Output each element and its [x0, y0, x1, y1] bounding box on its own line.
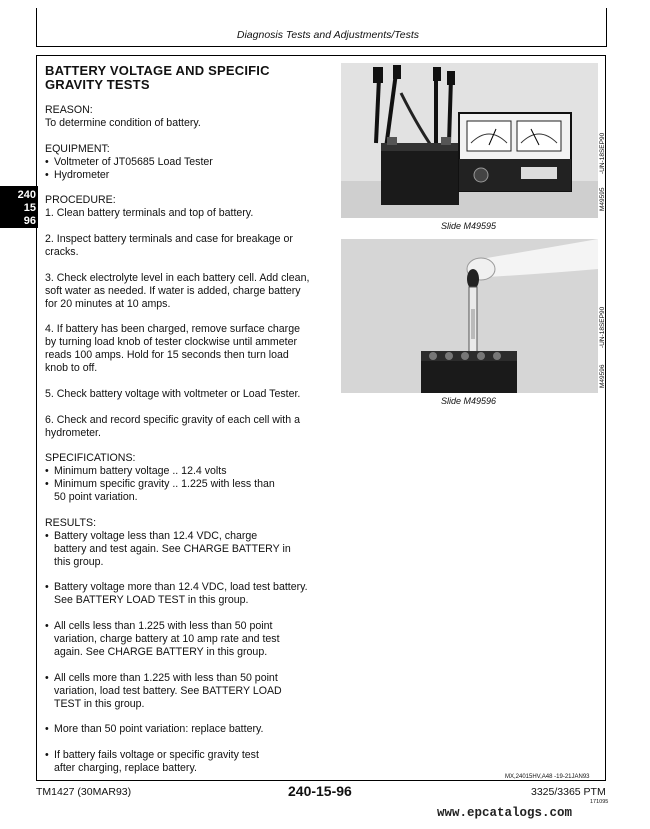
result-item: • All cells more than 1.225 with less than 50 point variation, load test battery. See BATTERY LOAD TEST in this group.	[45, 671, 282, 710]
figure-1-side-code: M49595	[599, 187, 606, 211]
section-tab	[0, 186, 38, 228]
header-rule	[36, 46, 607, 47]
equipment-item-text: Voltmeter of JT05685 Load Tester	[54, 155, 213, 168]
procedure-step-5: 5. Check battery voltage with voltmeter or Load Tester.	[45, 387, 301, 400]
section-title	[45, 64, 330, 92]
figure-2-side-date: -UN-18SEP90	[599, 306, 606, 348]
equipment-section	[45, 143, 330, 182]
result-item-text: If battery fails voltage or specific gravity test after charging, replace battery.	[54, 749, 259, 774]
procedure-label: PROCEDURE:	[45, 194, 116, 207]
results-label: RESULTS:	[45, 516, 97, 529]
equipment-item: • Hydrometer	[45, 168, 110, 181]
hydrometer-illustration	[341, 239, 598, 393]
results-section	[45, 517, 330, 775]
figure-2-side-code: M49596	[599, 364, 606, 388]
equipment-item: • Voltmeter of JT05685 Load Tester	[45, 155, 213, 168]
hydrometer-photo	[341, 239, 598, 393]
load-tester-illustration	[341, 63, 598, 218]
spec-item-text: Minimum specific gravity .. 1.225 with less than 50 point variation.	[54, 478, 275, 504]
spec-item-text: Minimum battery voltage .. 12.4 volts	[54, 465, 227, 478]
footer-code: MX,24015HV,A48 -19-21JAN93	[505, 774, 590, 780]
reason-label: REASON:	[45, 104, 93, 116]
reason-section	[45, 104, 330, 130]
reason-text: To determine condition of battery.	[45, 116, 201, 129]
result-item: • All cells less than 1.225 with less than 50 point variation, charge battery at 10 amp rate and test again. See CHARGE BATTERY in this group.	[45, 620, 280, 658]
result-item-text: Battery voltage more than 12.4 VDC, load test battery. See BATTERY LOAD TEST in this group.	[54, 581, 308, 607]
page-header-title: Diagnosis Tests and Adjustments/Tests	[236, 29, 419, 41]
result-item: • Battery voltage less than 12.4 VDC, charge battery and test again. See CHARGE BATTERY in this group.	[45, 529, 291, 568]
tab-line-2: 15	[23, 202, 36, 214]
result-item-text: More than 50 point variation: replace battery.	[54, 723, 264, 736]
tab-line-1: 240	[17, 189, 36, 201]
load-tester-photo	[341, 63, 598, 218]
result-item-text: All cells more than 1.225 with less than 50 point variation, load test battery. See BATTERY LOAD TEST in this group.	[54, 671, 282, 710]
result-item: • If battery fails voltage or specific gravity test after charging, replace battery.	[45, 749, 259, 774]
footer-right: 3325/3365 PTM	[531, 786, 606, 798]
tab-line-3: 96	[23, 215, 36, 227]
procedure-step-4: 4. If battery has been charged, remove surface charge by turning load knob of tester clockwise until ammeter reads 100 amps. Hold for 15 seconds then turn load knob to off.	[45, 323, 300, 375]
specifications-section	[45, 452, 330, 504]
figure-2-caption: Slide M49596	[441, 396, 497, 406]
procedure-step-3: 3. Check electrolyte level in each battery cell. Add clean, soft water as needed. If water is added, charge battery for 20 minutes at 10 amps.	[45, 271, 310, 310]
footer-left: TM1427 (30MAR93)	[36, 786, 132, 798]
specifications-label: SPECIFICATIONS:	[45, 452, 136, 465]
figure-1-side-date: -UN-18SEP90	[599, 132, 606, 174]
procedure-step-2: 2. Inspect battery terminals and case for breakage or cracks.	[45, 233, 293, 258]
procedure-step-6: 6. Check and record specific gravity of each cell with a hydrometer.	[45, 413, 300, 439]
section-title-line-1: BATTERY VOLTAGE AND SPECIFIC	[45, 63, 270, 78]
page-number: 240-15-96	[288, 783, 352, 799]
procedure-step-1: 1. Clean battery terminals and top of battery.	[45, 207, 254, 220]
equipment-item-text: Hydrometer	[54, 168, 110, 181]
text-column	[45, 64, 330, 775]
footer-small-code: 171095	[590, 799, 609, 805]
figure-1-caption: Slide M49595	[441, 221, 497, 231]
result-item: • More than 50 point variation: replace battery.	[45, 723, 264, 736]
procedure-section	[45, 194, 330, 439]
result-item-text: Battery voltage less than 12.4 VDC, charge battery and test again. See CHARGE BATTERY in this group.	[54, 529, 291, 568]
spec-item: • Minimum battery voltage .. 12.4 volts	[45, 465, 227, 478]
equipment-label: EQUIPMENT:	[45, 142, 110, 155]
section-title-line-2: GRAVITY TESTS	[45, 77, 150, 92]
spec-item: • Minimum specific gravity .. 1.225 with less than 50 point variation.	[45, 478, 275, 504]
watermark: www.epcatalogs.com	[437, 806, 573, 820]
result-item-text: All cells less than 1.225 with less than 50 point variation, charge battery at 10 amp rate and test again. See CHARGE BATTERY in this group.	[54, 620, 280, 658]
result-item: • Battery voltage more than 12.4 VDC, load test battery. See BATTERY LOAD TEST in this group.	[45, 581, 308, 607]
